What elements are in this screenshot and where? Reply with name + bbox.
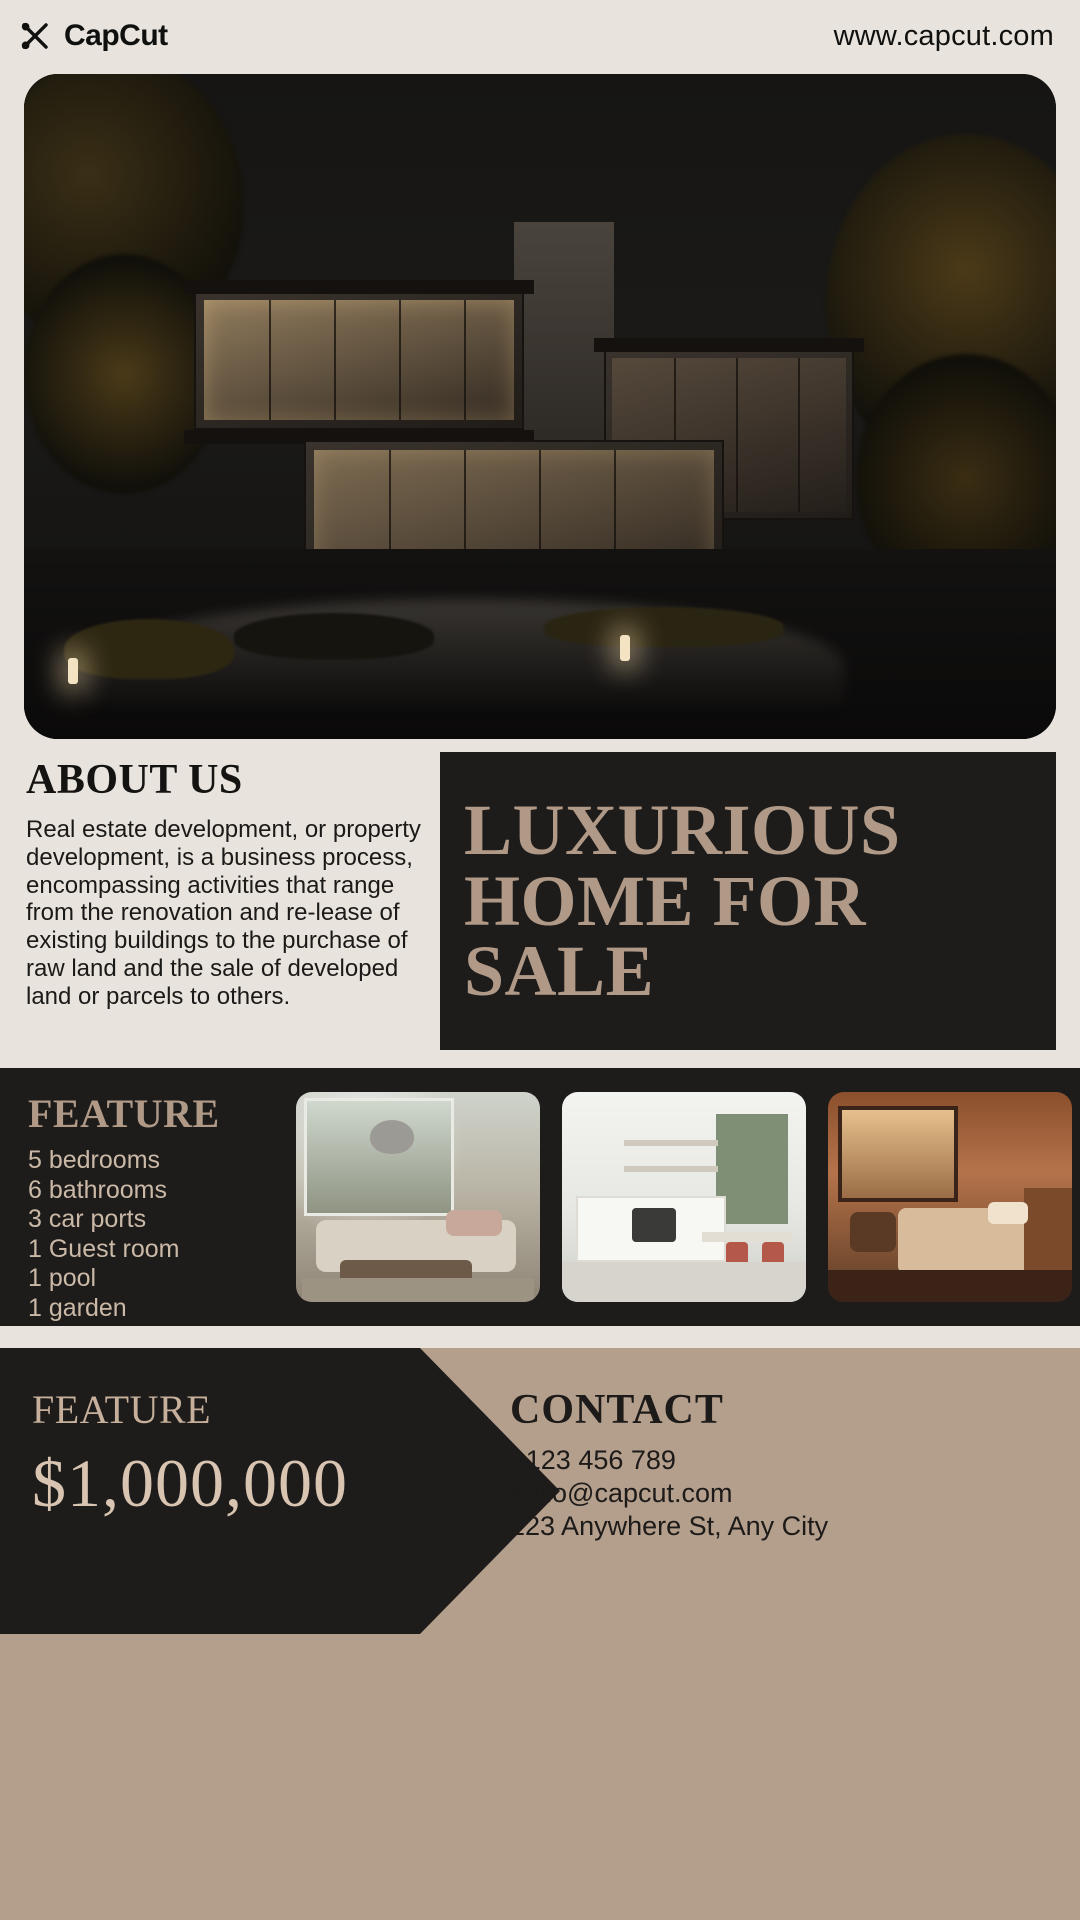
armchair bbox=[850, 1212, 896, 1252]
mullion bbox=[334, 300, 336, 420]
upper-shelf bbox=[624, 1140, 718, 1146]
shrub bbox=[64, 619, 234, 679]
mullion bbox=[736, 358, 738, 512]
contact-email: hello@capcut.com bbox=[510, 1477, 733, 1508]
top-bar bbox=[0, 0, 1080, 72]
list-item: 1 pool bbox=[28, 1264, 97, 1292]
mullion bbox=[269, 300, 271, 420]
brand bbox=[18, 19, 168, 53]
floor bbox=[828, 1270, 1072, 1302]
list-item: 1 garden bbox=[28, 1293, 127, 1322]
rug bbox=[302, 1278, 534, 1302]
price-block bbox=[0, 1348, 560, 1920]
dining-table bbox=[702, 1232, 792, 1242]
mullion bbox=[399, 300, 401, 420]
list-item: 3 car ports bbox=[28, 1205, 147, 1233]
about-body: Real estate development, or property development, is a business process, encompassing activities that range from the renovation and re-lease of existing buildings to the purchase of raw land and the sale of developed land or parcels to others. bbox=[26, 816, 421, 1010]
mullion bbox=[798, 358, 800, 512]
hero-house-photo bbox=[24, 74, 1056, 739]
feature-band bbox=[0, 1068, 1080, 1326]
pillow bbox=[988, 1202, 1028, 1224]
about-section bbox=[26, 756, 426, 1011]
contact-section bbox=[510, 1386, 1050, 1543]
slab-right-top bbox=[594, 338, 864, 352]
about-heading: ABOUT US bbox=[26, 757, 243, 803]
brand-name: CapCut bbox=[64, 19, 168, 52]
bedroom-photo bbox=[828, 1092, 1072, 1302]
oven bbox=[632, 1208, 676, 1242]
list-item: 1 Guest room bbox=[28, 1234, 180, 1263]
contact-address: 123 Anywhere St, Any City bbox=[510, 1510, 829, 1541]
path-light bbox=[620, 635, 630, 661]
window-frame bbox=[304, 1098, 454, 1216]
capcut-logo-icon bbox=[18, 19, 52, 53]
site-url: www.capcut.com bbox=[833, 19, 1054, 52]
poster-title: LUXURIOUS HOME FOR SALE bbox=[464, 790, 901, 1012]
footer bbox=[0, 1348, 1080, 1920]
headboard bbox=[1024, 1188, 1072, 1278]
pendant-lamp bbox=[370, 1120, 414, 1154]
path-light bbox=[68, 658, 78, 684]
slab-upper bbox=[184, 280, 534, 294]
shrub bbox=[544, 607, 784, 647]
contact-heading: CONTACT bbox=[510, 1387, 724, 1433]
mullion bbox=[464, 300, 466, 420]
contact-phone: +123 456 789 bbox=[510, 1445, 676, 1475]
price-label: FEATURE bbox=[32, 1387, 212, 1432]
sofa-cushion bbox=[446, 1210, 502, 1236]
kitchen-photo bbox=[562, 1092, 806, 1302]
shrub bbox=[234, 613, 434, 659]
living-room-photo bbox=[296, 1092, 540, 1302]
feature-thumbnails bbox=[296, 1092, 1072, 1302]
upper-glass bbox=[204, 300, 514, 420]
wall-green bbox=[716, 1114, 788, 1224]
upper-shelf bbox=[624, 1166, 718, 1172]
floor bbox=[562, 1262, 806, 1302]
list-item: 5 bedrooms bbox=[28, 1146, 161, 1174]
list-item: 6 bathrooms bbox=[28, 1175, 167, 1204]
window-view bbox=[838, 1106, 958, 1202]
feature-list bbox=[28, 1146, 179, 1323]
price-value: $1,000,000 bbox=[32, 1445, 348, 1521]
feature-heading: FEATURE bbox=[28, 1091, 220, 1136]
title-panel bbox=[440, 752, 1056, 1050]
